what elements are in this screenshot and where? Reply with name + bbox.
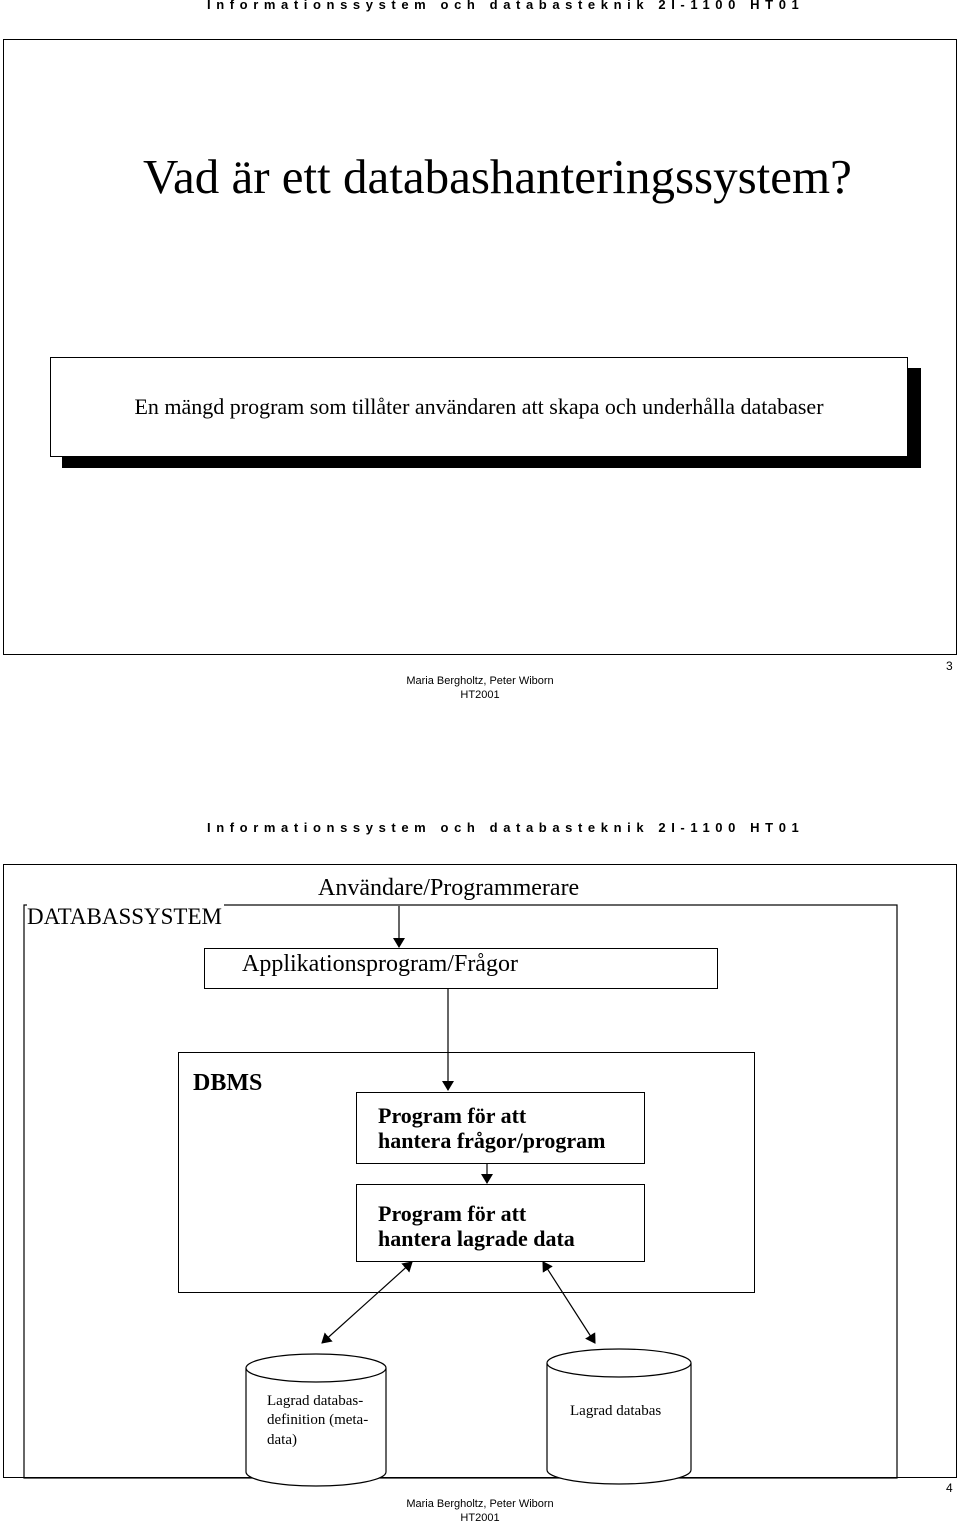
data-program-line1: Program för att (378, 1201, 527, 1226)
metadata-db-line1: Lagrad databas- (267, 1393, 364, 1409)
query-program-line1: Program för att (378, 1103, 527, 1128)
page2-footer-term: HT2001 (460, 1512, 500, 1524)
definition-text: En mängd program som tillåter användaren att skapa och underhålla databaser (134, 394, 824, 419)
data-program-line2: hantera lagrade data (378, 1226, 575, 1251)
metadata-db-line3: data) (267, 1432, 297, 1448)
users-label: Användare/Programmerare (318, 875, 580, 901)
page1-title: Vad är ett databashanteringssystem? (143, 149, 852, 204)
dbms-label: DBMS (193, 1070, 263, 1096)
page2-page-number: 4 (946, 1481, 953, 1495)
page1-footer-author: Maria Bergholtz, Peter Wiborn (406, 675, 554, 687)
databassystem-label: DATABASSYSTEM (27, 904, 222, 929)
query-program-line2: hantera frågor/program (378, 1128, 606, 1153)
page2-header: Informationssystem och databasteknik 2I-1100 HT01 (207, 820, 805, 835)
application-label: Applikationsprogram/Frågor (242, 951, 518, 977)
page1-header: Informationssystem och databasteknik 2I-1100 HT01 (207, 0, 805, 12)
metadata-db-line2: definition (meta- (267, 1412, 369, 1428)
page1-footer-term: HT2001 (460, 689, 500, 701)
stored-db-label: Lagrad databas (570, 1403, 662, 1419)
page1-page-number: 3 (946, 659, 953, 673)
page2-footer-author: Maria Bergholtz, Peter Wiborn (406, 1498, 554, 1510)
